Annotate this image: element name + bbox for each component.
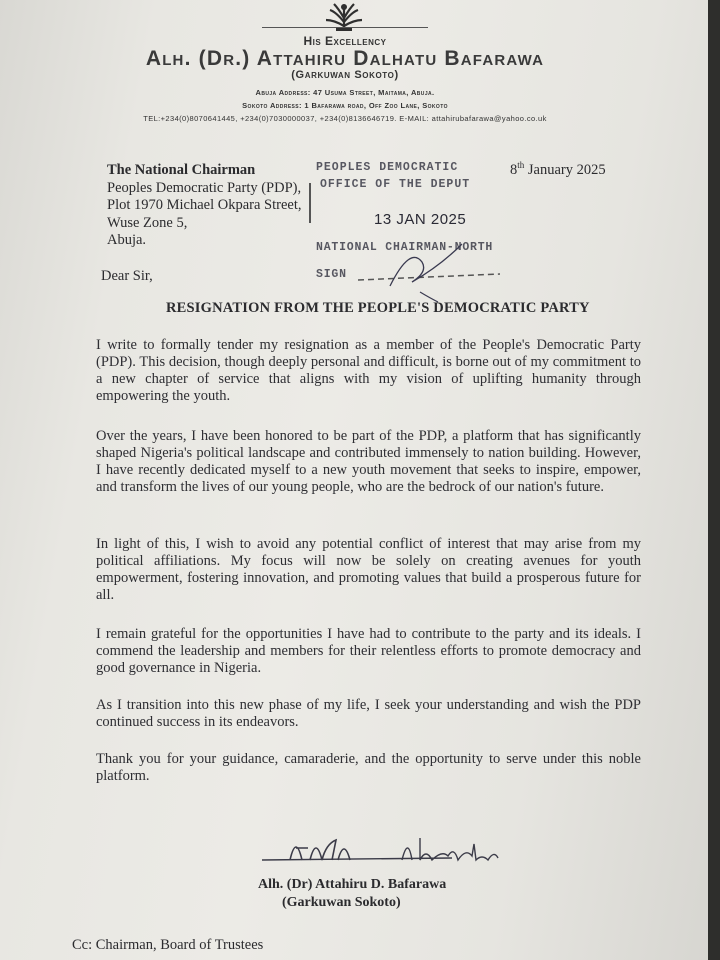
salutation: Dear Sir, bbox=[101, 268, 153, 284]
signatory-title: (Garkuwan Sokoto) bbox=[282, 895, 401, 910]
letterhead-honorific: His Excellency bbox=[303, 34, 387, 48]
signatory-name: Alh. (Dr) Attahiru D. Bafarawa bbox=[258, 877, 447, 892]
stamp-border bbox=[309, 183, 311, 223]
cc-line: Cc: Chairman, Board of Trustees bbox=[72, 937, 264, 953]
recipient-line: Plot 1970 Michael Okpara Street, bbox=[107, 197, 302, 213]
body-paragraph: Over the years, I have been honored to be part of the PDP, a platform that has significantly shaped Nigeria's political landscape and contributed immensely to nation building. However, I have recently dedicated myself to a new youth movement that seeks to inspire, empower, and transform the lives of our young people, who are the bedrock of our nation's future. bbox=[96, 428, 641, 495]
abuja-address: Abuja Address: 47 Usuma Street, Maitama, Abuja. bbox=[255, 88, 435, 97]
recipient-line: Abuja. bbox=[107, 232, 147, 248]
body-paragraph: In light of this, I wish to avoid any potential conflict of interest that may arise from my political affiliations. My focus will now be solely on creating avenues for youth empowerment, fostering innovation, and promoting values that build a prosperous future for all. bbox=[96, 536, 641, 603]
letterhead-name: Alh. (Dr.) Attahiru Dalhatu Bafarawa bbox=[145, 47, 545, 70]
letterhead-subtitle: (Garkuwan Sokoto) bbox=[291, 69, 399, 81]
body-paragraph: I remain grateful for the opportunities I have had to contribute to the party and its ideals. I commend the leadership and members for their relentless efforts to promote democracy and good governance in Nigeria. bbox=[96, 626, 641, 676]
stamp-header: PEOPLES DEMOCRATIC bbox=[316, 161, 459, 174]
stamp-sign: SIGN bbox=[316, 268, 347, 281]
stamp-scribble-icon bbox=[350, 236, 510, 306]
letter-date: 8th January 2025 bbox=[510, 160, 606, 178]
sokoto-address: Sokoto Address: 1 Bafarawa road, Off Zoo Lane, Sokoto bbox=[242, 101, 448, 110]
body-paragraph: Thank you for your guidance, camaraderie, and the opportunity to serve under this noble platform. bbox=[96, 751, 641, 784]
recipient-line: Peoples Democratic Party (PDP), bbox=[107, 179, 302, 196]
recipient-address bbox=[107, 162, 302, 250]
letter-subject: RESIGNATION FROM THE PEOPLE'S DEMOCRATIC PARTY bbox=[166, 300, 590, 316]
handwritten-signature-icon bbox=[252, 830, 522, 880]
letterhead-rule bbox=[262, 27, 428, 28]
contact-line: TEL:+234(0)8070641445, +234(0)7030000037, +234(0)8136646719. E-MAIL: attahirubafarawa@yahoo.co.uk bbox=[143, 114, 547, 123]
recipient-line: The National Chairman bbox=[107, 162, 256, 178]
stamp-received-date: 13 JAN 2025 bbox=[374, 211, 467, 228]
recipient-line: Wuse Zone 5, bbox=[107, 214, 188, 231]
background-edge bbox=[708, 0, 720, 960]
stamp-office: OFFICE OF THE DEPUT bbox=[320, 178, 471, 191]
body-paragraph: I write to formally tender my resignation as a member of the People's Democratic Party (PDP). This decision, though deeply personal and difficult, is borne out of my commitment to a new chapter of service that aligns with my vision of uplifting humanity through empowering the youth. bbox=[96, 337, 641, 404]
body-paragraph: As I transition into this new phase of my life, I seek your understanding and wish the PDP continued success in its endeavors. bbox=[96, 697, 641, 730]
stamp-title: NATIONAL CHAIRMAN-NORTH bbox=[316, 241, 494, 254]
